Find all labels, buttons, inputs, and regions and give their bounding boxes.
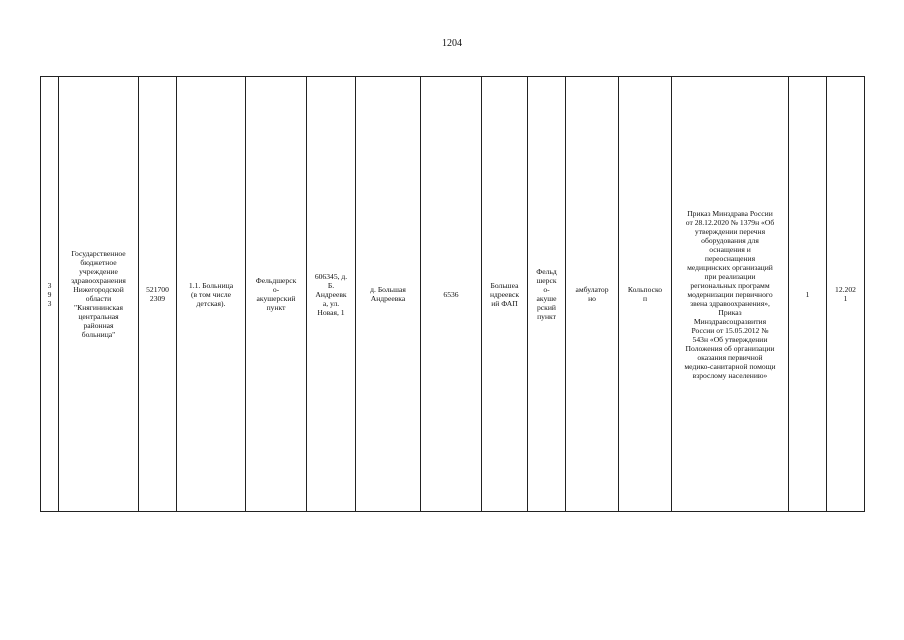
unit-kind-cell: Фельд шерск о- акуше рский пункт [528, 77, 566, 512]
quantity-cell: 1 [789, 77, 827, 512]
organization-cell: Государственное бюджетное учреждение здравоохранения Нижегородской области "Княгининская центральная районная больница" [59, 77, 139, 512]
registry-table [40, 76, 865, 512]
page-number: 1204 [442, 38, 462, 49]
facility-cell: 1.1. Больница (в том числе детская). [177, 77, 246, 512]
equipment-cell: Кольпоско п [619, 77, 672, 512]
unit-type-cell: Фельдшерск о- акушерский пункт [246, 77, 307, 512]
care-type-cell: амбулатор но [566, 77, 619, 512]
regulation-cell: Приказ Минздрава России от 28.12.2020 № 1379н «Об утверждении перечня оборудования для оснащения и переоснащения медицинских организаций при реализации региональных программ модернизации первичного звена здравоохранения», Приказ Минздравсоцразвития России от 15.05.2012 № 543н «Об утверждении Положения об организации оказания первичной медико-санитарной помощи взрослому населению» [672, 77, 789, 512]
locality-cell: д. Большая Андреевка [356, 77, 421, 512]
code-cell: 521700 2309 [139, 77, 177, 512]
address-cell: 606345, д. Б. Андреевк а, ул. Новая, 1 [307, 77, 356, 512]
table-row [41, 77, 865, 512]
unit-name-cell: Большеа ндреевск ий ФАП [482, 77, 528, 512]
row-number-cell: 3 9 3 [41, 77, 59, 512]
population-cell: 6536 [421, 77, 482, 512]
date-cell: 12.202 1 [827, 77, 865, 512]
